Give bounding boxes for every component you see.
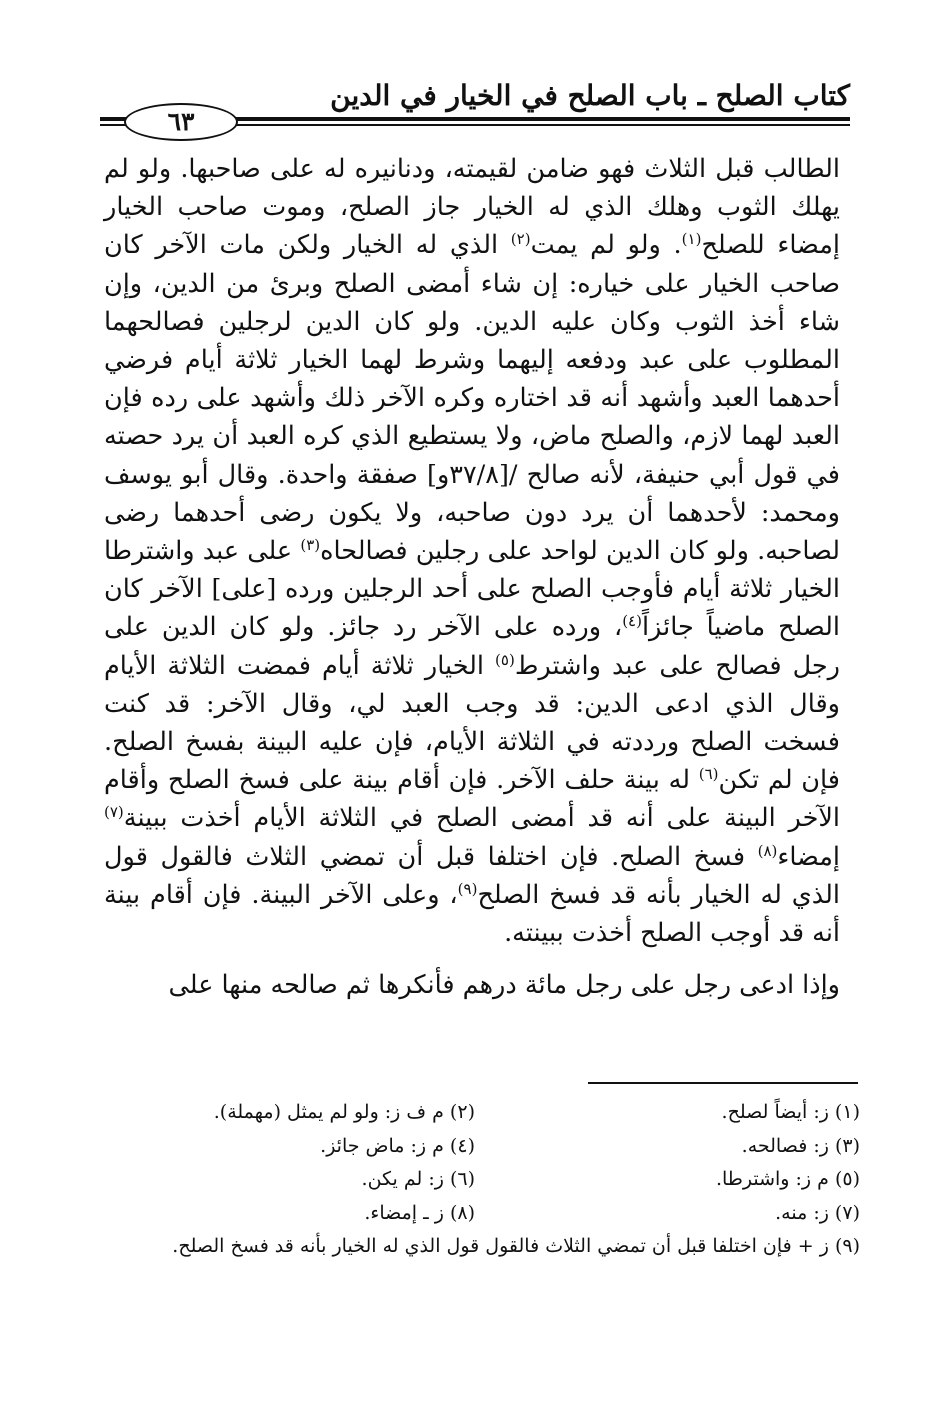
- footnote-ref: (٦): [698, 765, 719, 784]
- footnote-ref: (٣): [300, 536, 321, 555]
- paragraph-2: وإذا ادعى رجل على رجل مائة درهم فأنكرها ثم صالحه منها على: [168, 970, 840, 1001]
- footnote-row: [100, 1197, 860, 1231]
- footnote-ref: (٨): [757, 841, 778, 860]
- footnote-ref: (٩): [457, 879, 478, 898]
- footnote-8: (٨) ز ـ إمضاء.: [364, 1201, 475, 1224]
- footnote-5: (٥) م ز: واشترطا.: [715, 1168, 860, 1190]
- footnote-1: (١) ز: أيضاً لصلح.: [721, 1101, 860, 1123]
- footnote-ref: (٥): [495, 650, 515, 669]
- footnote-separator: [588, 1082, 858, 1084]
- page-number-badge: ٦٣: [124, 103, 238, 141]
- footnote-6: (٦) ز: لم يكن.: [361, 1168, 475, 1190]
- footnote-ref: (١): [681, 230, 702, 249]
- paragraph-1: الطالب قبل الثلاث فهو ضامن لقيمته، ودنانيره له على صاحبها. ولو لم يهلك الثوب وهلك الذي له الخيار جاز الصلح، وموت صاحب الخيار إمضاء للصلح$^{(١)}$. ولو لم يمت$^{(٢)}$ الذي له الخيار ولكن مات الآخر كان صاحب الخيار على خياره: إن شاء أمضى الصلح وبرئ من الدين، وإن شاء أخذ الثوب وكان عليه الدين. ولو كان الدين لرجلين فصالحهما المطلوب على عبد ودفعه إليهما وشرط لهما الخيار ثلاثة أيام فرضي أحدهما العبد وأشهد أنه قد اختاره وكره الآخر ذلك وأشهد على رده فإن العبد لهما لازم، والصلح ماض، ولا يستطيع الذي كره العبد أن يرد حصته في قول أبي حنيفة، لأنه صالح /[٣٧/٨و] صفقة واحدة. وقال أبو يوسف ومحمد: لأحدهما أن يرد دون صاحبه، ولا يكون رضى أحدهما رضى لصاحبه. ولو كان الدين لواحد على رجلين فصالحاه$^{(٣)}$ على عبد واشترطا الخيار ثلاثة أيام فأوجب الصلح على أحد الرجلين ورده [على] الآخر كان الصلح ماضياً جائزاً$^{(٤)}$، ورده على الآخر رد جائز. ولو كان الدين على رجل فصالح على عبد واشترط$^{(٥)}$ الخيار ثلاثة أيام فمضت الثلاثة الأيام وقال الذي ادعى الدين: قد وجب العبد لي، وقال الآخر: قد كنت فسخت الصلح ورددته في الثلاثة الأيام، فإن عليه البينة بفسخ الصلح. فإن لم تكن$^{(٦)}$ له بينة حلف الآخر. فإن أقام بينة على فسخ الصلح وأقام الآخر البينة على أنه قد أمضى الصلح في الثلاثة الأيام أخذت ببينة$^{(٧)}$ إمضاء$^{(٨)}$ فسخ الصلح. فإن اختلفا قبل أن تمضي الثلاث فالقول قول الذي له الخيار بأنه قد فسخ الصلح$^{(٩)}$، وعلى الآخر البينة. فإن أقام بينة أنه قد أوجب الصلح أخذت ببينته.: [104, 154, 840, 949]
- footnote-ref: (٤): [622, 612, 642, 631]
- main-text: [104, 150, 840, 1004]
- footnote-row: [100, 1130, 860, 1164]
- footnote-3: (٣) ز: فصالحه.: [741, 1134, 860, 1157]
- running-header-title: كتاب الصلح ـ باب الصلح في الخيار في الدين: [330, 79, 850, 112]
- footnote-7: (٧) ز: منه.: [775, 1201, 860, 1224]
- footnote-row: [100, 1096, 860, 1130]
- footnote-row: [100, 1163, 860, 1197]
- footnote-4: (٤) م ز: ماض جائز.: [320, 1134, 475, 1157]
- footnote-2: (٢) م ف ز: ولو لم يمثل (مهملة).: [213, 1101, 475, 1123]
- footnote-9: (٩) ز + فإن اختلفا قبل أن تمضي الثلاث فالقول قول الذي له الخيار بأنه قد فسخ الصلح.: [172, 1235, 860, 1257]
- footnote-ref: (٧): [104, 803, 124, 822]
- footnotes: [100, 1096, 860, 1264]
- footnote-ref: (٢): [510, 230, 531, 249]
